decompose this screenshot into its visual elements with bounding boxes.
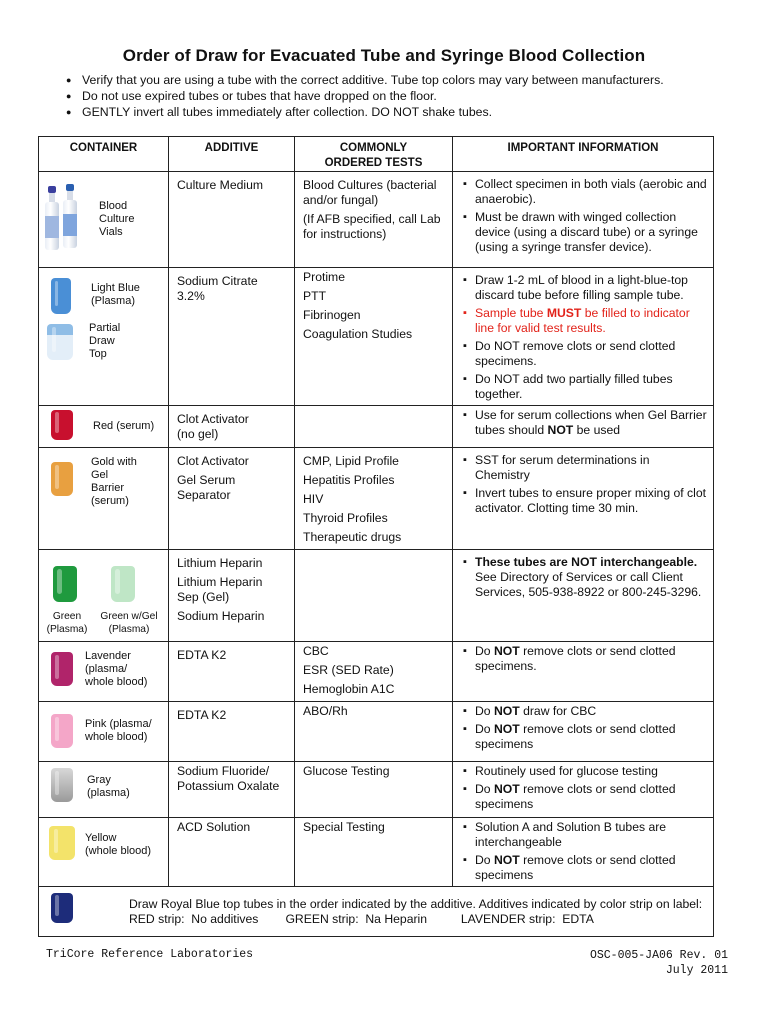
additive-text: Lithium Heparin	[177, 556, 263, 570]
additive-text: Clot Activator	[177, 454, 249, 468]
additive-cell	[169, 762, 295, 818]
info-item: ▪ Solution A and Solution B tubes are interchangeable	[461, 820, 707, 850]
info-cell	[453, 642, 714, 702]
container-label: Lavender	[85, 650, 131, 662]
info-emphasis: These tubes are NOT interchangeable.	[475, 555, 698, 569]
tests-cell	[295, 406, 453, 448]
additive-text: Sodium Citrate	[177, 274, 258, 288]
additive-text: EDTA K2	[177, 648, 227, 662]
info-text: Use for serum collections when Gel Barrier tubes should	[475, 408, 707, 437]
test-item: (If AFB specified, call Lab for instructions)	[303, 212, 441, 241]
container-label: Gray	[87, 774, 111, 786]
order-of-draw-table	[38, 136, 714, 937]
table-row-green	[39, 550, 714, 642]
table-row-gold	[39, 448, 714, 550]
info-cell	[453, 818, 714, 887]
header-container: CONTAINER	[39, 137, 169, 172]
test-item: Hepatitis Profiles	[303, 473, 395, 487]
info-item: ▪ Collect specimen in both vials (aerobic and anaerobic).	[461, 177, 707, 207]
info-text: See Directory of Services or call Client Services, 505-938-8922 or 800-245-3296.	[475, 570, 702, 599]
info-text: Do	[475, 853, 494, 867]
additive-cell	[169, 818, 295, 887]
info-text: remove clots or send clotted specimens	[475, 853, 676, 882]
container-label: (Plasma)	[46, 624, 88, 635]
test-item: Special Testing	[303, 820, 385, 834]
test-item: HIV	[303, 492, 324, 506]
container-label: Culture	[99, 213, 135, 225]
info-text: remove clots or send clotted specimens	[475, 722, 676, 751]
info-emphasis: NOT	[493, 644, 520, 658]
info-emphasis: NOT	[493, 853, 520, 867]
table-row-royal-blue	[39, 887, 714, 937]
container-cell	[39, 818, 169, 887]
instruction-item: ● Verify that you are using a tube with the correct additive. Tube top colors may vary between manufacturers.	[66, 72, 746, 88]
info-text: be filled to indicator line for valid test results.	[475, 306, 690, 335]
container-label: Red (serum)	[93, 420, 155, 432]
gray-tube-image	[51, 768, 73, 802]
info-text: Sample tube	[475, 306, 547, 320]
test-item: Coagulation Studies	[303, 327, 413, 341]
test-item: Glucose Testing	[303, 764, 390, 778]
container-cell	[39, 172, 169, 268]
table-row-yellow	[39, 818, 714, 887]
header-tests-line2: ORDERED TESTS	[324, 157, 423, 169]
tests-cell	[295, 762, 453, 818]
container-label: whole blood)	[85, 676, 148, 688]
lavender-tube-image	[51, 652, 73, 686]
container-cell	[39, 448, 169, 550]
gold-tube-image	[51, 462, 73, 496]
additive-cell	[169, 702, 295, 762]
pink-tube-image	[51, 714, 73, 748]
info-item	[461, 644, 707, 674]
page-title: Order of Draw for Evacuated Tube and Syringe Blood Collection	[122, 46, 646, 65]
instruction-item: ● Do not use expired tubes or tubes that have dropped on the floor.	[66, 88, 746, 104]
yellow-tube-image	[49, 826, 75, 860]
royal-blue-strip-legend: RED strip: No additives GREEN strip: Na Heparin LAVENDER strip: EDTA	[129, 912, 594, 926]
header-additive: ADDITIVE	[169, 137, 295, 172]
info-cell	[453, 762, 714, 818]
info-item: ▪ Draw 1-2 mL of blood in a light-blue-top discard tube before filling sample tube.	[461, 273, 707, 303]
container-label: Pink (plasma/	[85, 718, 152, 730]
info-text: Do	[475, 644, 494, 658]
table-row-blood-culture	[39, 172, 714, 268]
container-label: Blood	[99, 200, 128, 212]
test-item: CBC	[303, 644, 329, 658]
container-label: Gel	[91, 469, 109, 481]
footer-doc-number: OSC-005-JA06 Rev. 01	[589, 949, 728, 962]
container-label: Gold with	[91, 456, 137, 468]
container-cell	[39, 762, 169, 818]
additive-text: Sodium Heparin	[177, 609, 265, 623]
footer-date: July 2011	[665, 964, 728, 977]
green-gel-tube-image	[111, 566, 135, 602]
tests-cell	[295, 172, 453, 268]
info-item	[461, 782, 707, 812]
table-row-lavender	[39, 642, 714, 702]
container-label: (plasma)	[87, 787, 130, 799]
container-label: Barrier	[91, 482, 125, 494]
container-cell	[39, 406, 169, 448]
additive-text: Culture Medium	[177, 178, 264, 192]
info-text: be used	[573, 423, 621, 437]
info-item: ▪ Invert tubes to ensure proper mixing of clot activator. Clotting time 30 min.	[461, 486, 707, 516]
test-item: Therapeutic drugs	[303, 530, 402, 544]
test-item: ABO/Rh	[303, 704, 348, 718]
tests-cell	[295, 818, 453, 887]
info-text: Do	[475, 704, 494, 718]
info-text: draw for CBC	[519, 704, 597, 718]
container-label: Partial	[89, 322, 121, 334]
container-label: (serum)	[91, 495, 129, 507]
additive-text: Potassium Oxalate	[177, 779, 280, 793]
additive-cell	[169, 448, 295, 550]
additive-text: 3.2%	[177, 289, 205, 303]
info-text: Do	[475, 782, 494, 796]
container-label: (Plasma)	[91, 295, 136, 307]
royal-blue-note-cell	[39, 887, 714, 937]
container-label: Light Blue	[91, 282, 140, 294]
header-info: IMPORTANT INFORMATION	[453, 137, 714, 172]
info-item: ▪ Must be drawn with winged collection device (using a discard tube) or a syringe (using a syringe transfer device).	[461, 210, 707, 255]
royal-blue-tube-image	[51, 893, 73, 923]
tests-cell	[295, 550, 453, 642]
info-text: Do	[475, 722, 494, 736]
tests-cell	[295, 702, 453, 762]
container-label: (Plasma)	[108, 624, 150, 635]
container-cell	[39, 702, 169, 762]
test-item: Hemoglobin A1C	[303, 682, 395, 696]
test-item: Protime	[303, 270, 345, 284]
info-item: ▪ Do NOT remove clots or send clotted specimens.	[461, 339, 707, 369]
container-label: Top	[89, 348, 107, 360]
container-label: Draw	[89, 335, 115, 347]
container-cell	[39, 642, 169, 702]
tests-cell	[295, 642, 453, 702]
header-tests	[295, 137, 453, 172]
header-tests-line1: COMMONLY	[339, 142, 408, 154]
container-label: Yellow	[85, 832, 117, 844]
additive-text: Gel Serum Separator	[177, 473, 236, 502]
info-emphasis: MUST	[546, 306, 582, 320]
royal-blue-note: Draw Royal Blue top tubes in the order indicated by the additive. Additives indicated by color strip on label:	[129, 897, 703, 911]
tests-cell	[295, 268, 453, 406]
table-header-row	[39, 137, 714, 172]
container-cell	[39, 268, 169, 406]
info-item: ▪ SST for serum determinations in Chemistry	[461, 453, 707, 483]
footer-document-info	[590, 948, 728, 978]
info-item	[461, 722, 707, 752]
test-item: CMP, Lipid Profile	[303, 454, 399, 468]
info-cell	[453, 268, 714, 406]
info-cell	[453, 448, 714, 550]
test-item: PTT	[303, 289, 327, 303]
instruction-item: ● GENTLY invert all tubes immediately after collection. DO NOT shake tubes.	[66, 104, 746, 120]
red-tube-image	[51, 410, 73, 440]
info-emphasis: NOT	[547, 423, 574, 437]
additive-cell	[169, 550, 295, 642]
additive-cell	[169, 406, 295, 448]
info-emphasis: NOT	[493, 722, 520, 736]
info-item: ▪ Do NOT add two partially filled tubes together.	[461, 372, 707, 402]
container-label: whole blood)	[85, 731, 148, 743]
info-item: ▪ Routinely used for glucose testing	[461, 764, 707, 779]
additive-text: Sodium Fluoride/	[177, 764, 270, 778]
info-item	[461, 408, 707, 438]
info-text: remove clots or send clotted specimens.	[475, 644, 676, 673]
additive-text: Lithium Heparin Sep (Gel)	[177, 575, 263, 604]
container-label: Vials	[99, 226, 123, 238]
additive-text: EDTA K2	[177, 708, 227, 722]
additive-text: (no gel)	[177, 427, 219, 441]
container-label: Green	[52, 611, 82, 622]
partial-draw-tube-image	[47, 324, 73, 360]
test-item: Blood Cultures (bacterial and/or fungal)	[303, 178, 437, 207]
info-cell	[453, 406, 714, 448]
table-row-pink	[39, 702, 714, 762]
table-row-red	[39, 406, 714, 448]
container-label: (plasma/	[85, 663, 128, 675]
info-item-warning	[461, 306, 707, 336]
light-blue-tube-image	[51, 278, 71, 314]
container-label: Green w/Gel	[100, 611, 158, 622]
container-cell	[39, 550, 169, 642]
table-row-light-blue	[39, 268, 714, 406]
additive-cell	[169, 642, 295, 702]
green-tube-image	[53, 566, 77, 602]
info-cell	[453, 550, 714, 642]
info-cell	[453, 702, 714, 762]
additive-text: Clot Activator	[177, 412, 249, 426]
container-label: (whole blood)	[85, 845, 152, 857]
info-emphasis: NOT	[493, 782, 520, 796]
additive-cell	[169, 268, 295, 406]
instruction-list	[66, 72, 746, 120]
info-item	[461, 704, 707, 719]
footer-lab-name: TriCore Reference Laboratories	[46, 948, 254, 961]
info-text: remove clots or send clotted specimens	[475, 782, 676, 811]
test-item: Thyroid Profiles	[303, 511, 388, 525]
info-item	[461, 555, 707, 600]
tests-cell	[295, 448, 453, 550]
info-cell	[453, 172, 714, 268]
info-emphasis: NOT	[493, 704, 520, 718]
additive-cell	[169, 172, 295, 268]
table-row-gray	[39, 762, 714, 818]
test-item: Fibrinogen	[303, 308, 361, 322]
test-item: ESR (SED Rate)	[303, 663, 394, 677]
additive-text: ACD Solution	[177, 820, 251, 834]
info-item	[461, 853, 707, 883]
